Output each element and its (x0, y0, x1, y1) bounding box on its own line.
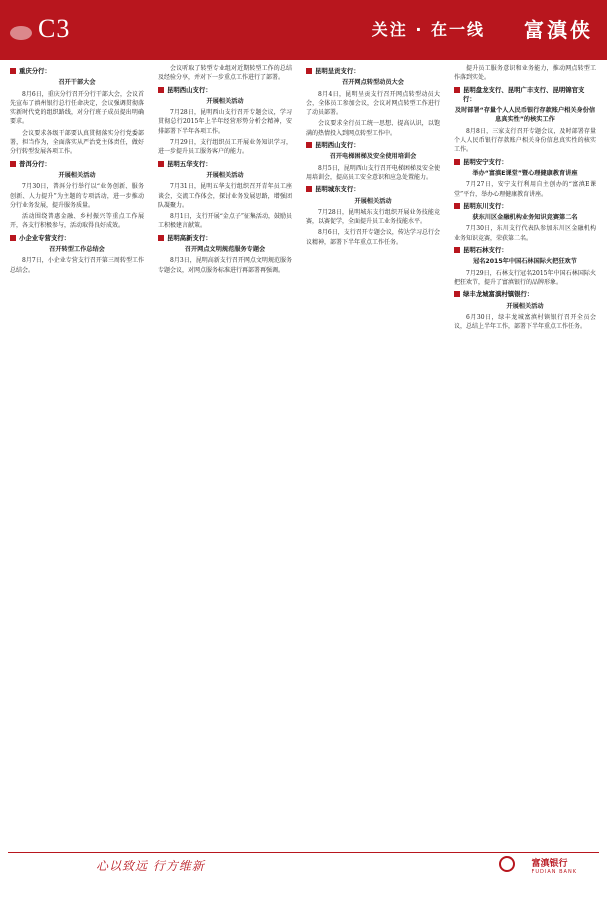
column-2 (158, 64, 292, 824)
article-title: 召开转型工作总结会 (49, 246, 105, 254)
article-paragraph: 7月30日，东川支行代表队参加东川区金融机构业务知识竞赛，荣获第二名。 (454, 225, 596, 242)
section-heading: 昆明盘龙支行、昆明广丰支行、昆明锦官支行： (454, 86, 596, 105)
column-1 (10, 64, 144, 824)
article-paragraph: 6月30日，绿丰龙城富滇村镇银行召开全员会议，总结上半年工作，部署下半年重点工作任务。 (454, 313, 596, 331)
article-title: 冠名2015年中国石林国际火把狂欢节 (473, 258, 577, 266)
article-title: 开展相关活动 (58, 171, 96, 179)
article-paragraph: 8月3日，昆明高新支行召开网点文明规范服务专题会议，对网点服务标准进行再部署再强调。 (158, 257, 292, 274)
section-heading: 昆明高新支行： (158, 234, 292, 243)
section-heading: 昆明东川支行： (454, 202, 596, 211)
section-heading: 昆明城东支行： (306, 185, 440, 194)
brand-title: 富滇侠 (524, 18, 593, 42)
section-heading: 昆明西山支行： (158, 86, 292, 95)
article-paragraph: 8月8日，三家支行召开专题会议，及时部署存量个人人民币银行存款账户相关身份信息真实性的核实工作。 (454, 127, 596, 154)
article-paragraph: 8月6日，重庆分行召开分行干部大会，会议首先宣布了滇州银行总行任命决定，会议强调贯彻落实新时代党的组织路线，对分行班子成员提出明确要求。 (10, 90, 144, 126)
article-title: 获东川区金融机构业务知识竞赛第二名 (472, 214, 578, 222)
article-title: 开展相关活动 (354, 197, 392, 205)
article-title: 开展相关活动 (206, 97, 244, 105)
section-heading: 绿丰龙城富滇村镇银行： (454, 290, 596, 299)
article-title: 召开网点文明规范服务专题会 (184, 246, 266, 254)
section-heading: 普洱分行： (10, 160, 144, 169)
article-title: 召开电梯困梯及安全使用培训会 (329, 153, 417, 161)
article-paragraph: 会议听取了转型专业组对近期转型工作的总结及经验分享，并对下一步重点工作进行了部署。 (158, 65, 292, 82)
header-decoration (10, 26, 32, 40)
article-title: 及时部署“存量个人人民币银行存款账户相关身份信息真实性”的核实工作 (454, 107, 596, 124)
article-paragraph: 会议要求全行员工统一思想、提高认识，以饱满的热情投入到网点转型工作中。 (306, 120, 440, 137)
article-title: 举办“富滇E课堂”暨心理健康教育讲座 (472, 169, 578, 177)
footer-bank-logo (532, 856, 577, 875)
section-heading: 小企业专营支行： (10, 234, 144, 243)
bank-name: 富滇银行 (531, 859, 568, 869)
bank-logo-icon (499, 856, 515, 872)
article-paragraph: 7月30日，普洱分行举行以“业务创新、服务创新、人力提升”为主题的专项活动，进一步推动分行业务发展，提升服务质量。 (10, 183, 144, 209)
article-paragraph: 7月28日，昆明西山支行召开专题会议，学习贯彻总行2015年上半年经营形势分析会精神，安排部署下半年各项工作。 (158, 109, 292, 135)
section-heading: 重庆分行： (10, 67, 144, 76)
article-title: 召开干部大会 (58, 79, 96, 87)
article-paragraph: 活动围绕普惠金融、乡村振兴等重点工作展开，各支行积极参与，活动取得良好成效。 (10, 213, 144, 230)
section-heading: 昆明西山支行： (306, 141, 440, 150)
footer-divider (8, 852, 599, 853)
article-paragraph: 会议要求各级干部要认真贯彻落实分行党委部署，担当作为，全面落实从严治党主体责任，做好分行转型发展各项工作。 (10, 129, 144, 156)
article-paragraph: 7月31日，昆明五华支行组织召开青年员工座谈会，交流工作体会，探讨业务发展思路，增强团队凝聚力。 (158, 183, 292, 209)
article-paragraph: 8月4日，昆明呈贡支行召开网点转型动员大会，全体员工参加会议，会议对网点转型工作进行了动员部署。 (306, 90, 440, 117)
section-heading: 昆明五华支行： (158, 160, 292, 169)
section-title: 关注 · 在一线 (371, 20, 485, 39)
article-paragraph: 7月27日，安宁支行利用自主创办的“富滇E课堂”平台，举办心理健康教育讲座。 (454, 181, 596, 198)
article-paragraph: 提升员工服务意识和业务能力，推动网点转型工作落到实处。 (454, 65, 596, 82)
article-paragraph: 8月6日，支行召开专题会议，传达学习总行会议精神，部署下半年重点工作任务。 (306, 229, 440, 246)
section-heading: 昆明安宁支行： (454, 158, 596, 167)
column-3 (306, 64, 440, 824)
article-paragraph: 7月29日，石林支行冠名2015年中国石林国际火把狂欢节，提升了富滇银行的品牌形象。 (454, 269, 596, 286)
article-title: 召开网点转型动员大会 (342, 79, 404, 87)
article-paragraph: 8月7日，小企业专营支行召开第三周转型工作总结会。 (10, 257, 144, 274)
article-title: 开展相关活动 (506, 302, 544, 310)
footer-slogan: 心以致远 行方维新 (96, 859, 205, 873)
article-paragraph: 8月5日，昆明西山支行召开电梯困梯及安全使用培训会，提高员工安全意识和应急处置能力。 (306, 164, 440, 181)
page-code: C3 (38, 14, 71, 43)
page-header (0, 0, 607, 60)
article-title: 开展相关活动 (206, 171, 244, 179)
article-paragraph: 8月1日，支行开展“金点子”征集活动，鼓励员工积极建言献策。 (158, 213, 292, 230)
article-paragraph: 7月28日，昆明城东支行组织开展业务技能竞赛，以赛促学，全面提升员工业务技能水平。 (306, 208, 440, 226)
article-paragraph: 7月29日，支行组织员工开展业务知识学习，进一步提升员工服务客户的能力。 (158, 139, 292, 156)
bank-name-en: FUDIAN BANK (531, 869, 577, 875)
section-heading: 昆明呈贡支行： (306, 67, 440, 76)
column-4 (454, 64, 596, 824)
section-heading: 昆明石林支行： (454, 246, 596, 255)
